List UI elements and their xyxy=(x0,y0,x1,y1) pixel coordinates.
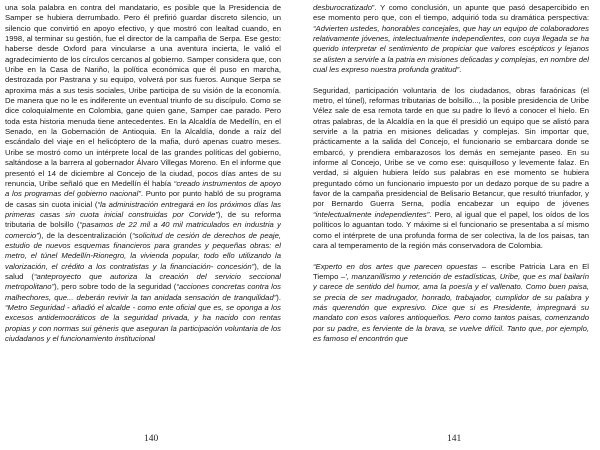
text-run: ”. Y como conclusión, un apunte que pasó desapercibido en ese momento pero que, con el tiempo, adquirió toda su dramática perspectiva: xyxy=(313,3,589,23)
text-run: una sola palabra en contra del mandatario, es posible que la Presidencia de Samper se hubiera derrumbado. Pero él prefirió guardar discreto silencio, un silencio que convirtió en apoyo efectivo, y que mostró con lealtad cuando, en 1998, al terminar su gestión, fue el director de la campaña de Serpa. Ese gesto: haberse desde Oxford para vincularse a una aventura incierta, le valió el agradecimiento de los círculos cercanos al gobierno. Samper considera que, con Uribe en la Casa de Nariño, la política económica que él puso en marcha, destrozada por Pastrana y su equipo, volverá por sus fueros. Aunque Serpa se aproxima más a sus tesis sociales, Uribe participa de su visión de la economía. De manera que no le es indiferente un eventual triunfo de su discípulo. Como se dice coloquialmente en Colombia, gane quien gane, Samper cae parado. Pero toda esta historia menuda tiene antecedentes. En la Alcaldía de Medellín, en el Senado, en la Gobernación de Antioquia. En la Alcaldía, donde a raíz del escándalo del viaje en el helicóptero de la mafia, duró apenas cuatro meses. Uribe se mostró como un intérprete local de las grandes políticas del gobierno, saltándose a la barrera al gobernador Álvaro Villegas Moreno. En el informe que presentó el 14 de diciembre al Concejo de la ciudad, pocos días antes de su renuncia, Uribe señaló que en Medellín él había xyxy=(5,3,281,188)
text-run: ), pero sobre todo de la seguridad ( xyxy=(54,282,177,292)
text-run: . Punto por punto habló de su programa de casas sin cuota inicial ( xyxy=(5,189,281,209)
italic-run: “Experto en dos artes que parecen opuestas xyxy=(313,261,478,271)
text-run: ), de la descentralización ( xyxy=(38,230,133,240)
italic-run: ’, manzanillismo y retención de estadísticas, Uribe, que es mal bailarín y carece de sentido del humor, ama la poesía y el vallenato. Como buen paisa, se precia de ser madrugador, honrado, trabajador, cumplidor de su palabra y más querendón que expresivo. Dice que si es Presidente, impregnará su mandato con esos valores antioqueños. Pero como tantos paisas, comenzando por su padre, es ferviente de la brava, se vuelve difícil. Tanto que, por ejemplo, es famoso el encontrón que xyxy=(313,271,589,343)
text-run: ). xyxy=(276,292,281,302)
italic-run: desburocratizado xyxy=(313,3,372,12)
right-page-paragraph xyxy=(313,86,589,252)
left-page-paragraph xyxy=(5,3,281,344)
right-page-paragraph xyxy=(313,3,589,75)
right-page xyxy=(313,3,589,433)
left-page xyxy=(5,3,281,433)
text-run: ), de la salud ( xyxy=(5,261,281,281)
italic-run: “creado instrumentos de apoyo a los programas del gobierno nacional” xyxy=(5,178,281,199)
text-run: ), de su reforma tributaria de bolsillo ( xyxy=(5,209,281,230)
italic-run: “solicitud de cesión de derechos de peaje, estudio de nuevos esquemas financieros para grandes y pequeñas obras: el metro, el túnel Medellín-Rionegro, la vivienda popular, todo ello utilizando la valorización, el crédito a los contratistas y la financiación- concesión” xyxy=(5,230,281,271)
text-run: . Pero, al igual que el papel, los oídos de los políticos lo aguantan todo. Y máxime si el funcionario se presentaba a sí mismo como el intérprete de una profunda forma de ser colectiva, la de los paisas, tan cara al temperamento de la región más conservadora de Colombia. xyxy=(313,209,589,250)
italic-run: “intelectualmente independientes” xyxy=(313,209,430,219)
italic-run: “Advierten ustedes, honorables concejales, que hay un equipo de colaboradores relativamente jóvenes, intelectualmente independientes, con cuya llegada se ha querido interpretar el sentimiento de propiciar que valores escépticos y lejanos se alisten a servirle a la patria en misiones delicadas y complejas, en nombre del cual les expreso nuestra profunda gratitud” xyxy=(313,23,589,75)
text-run: . xyxy=(459,65,462,75)
page-number-left: 140 xyxy=(144,434,159,444)
page-number-right: 141 xyxy=(447,434,462,444)
right-page-paragraph xyxy=(313,262,589,345)
italic-run: - añadió el alcalde - como ente oficial que es, se oponga a los excesos antidemocráticos de la seguridad privada, y ha nacido con rentas propias y con normas sui géneris que aseguran la participación voluntaria de los ciudadanos y el funcionamiento institucional xyxy=(5,302,281,343)
italic-run: “anteproyecto que autoriza la creación del servicio seccional metropolitano” xyxy=(5,271,281,292)
text-run: – escribe Patricia Lara en El Tiempo – xyxy=(313,261,589,281)
italic-run: “pasamos de 22 mil a 40 mil matriculados en industria y comercio” xyxy=(5,220,281,240)
italic-run: “la administración entregará en los próximos días las primeras casas sin cuota inicial construidas por Corvide” xyxy=(5,199,281,219)
italic-run: “acciones concretas contra los malhechores, que... deberán revivir la tan anidada sensación de tranquilidad” xyxy=(5,282,281,302)
text-run: Seguridad, participación voluntaria de los ciudadanos, obras faraónicas (el metro, el túnel), reformas tributarias de bolsillo..., la posible presidencia de Uribe Vélez sale de esa remota tarde en que su padre lo llevó a conocer el hielo. En otras palabras, de la Alcaldía en la que él presidió un equipo que se alistó para servirle a la patria en misiones delicadas y complejas. Sin importar que, prácticamente a la salida del Concejo, el funcionario se embarcara donde se embarcó, y prendiera embarazosos los demás en semejante paseo. En su informe al Concejo, Uribe se ve como ese: quisquilloso y levemente falaz. En verdad, si alguien hubiera leído sus palabras en ese momento se hubiera preguntado cómo un funcionario impuesto por un dedazo porque de su padre a favor de la campaña presidencial de Belisario Betancur, que resultó triunfador, y por Bernardo Guerra Serna, podía encabezar un equipo de jóvenes xyxy=(313,85,589,209)
italic-run: “Metro Seguridad xyxy=(5,302,65,312)
